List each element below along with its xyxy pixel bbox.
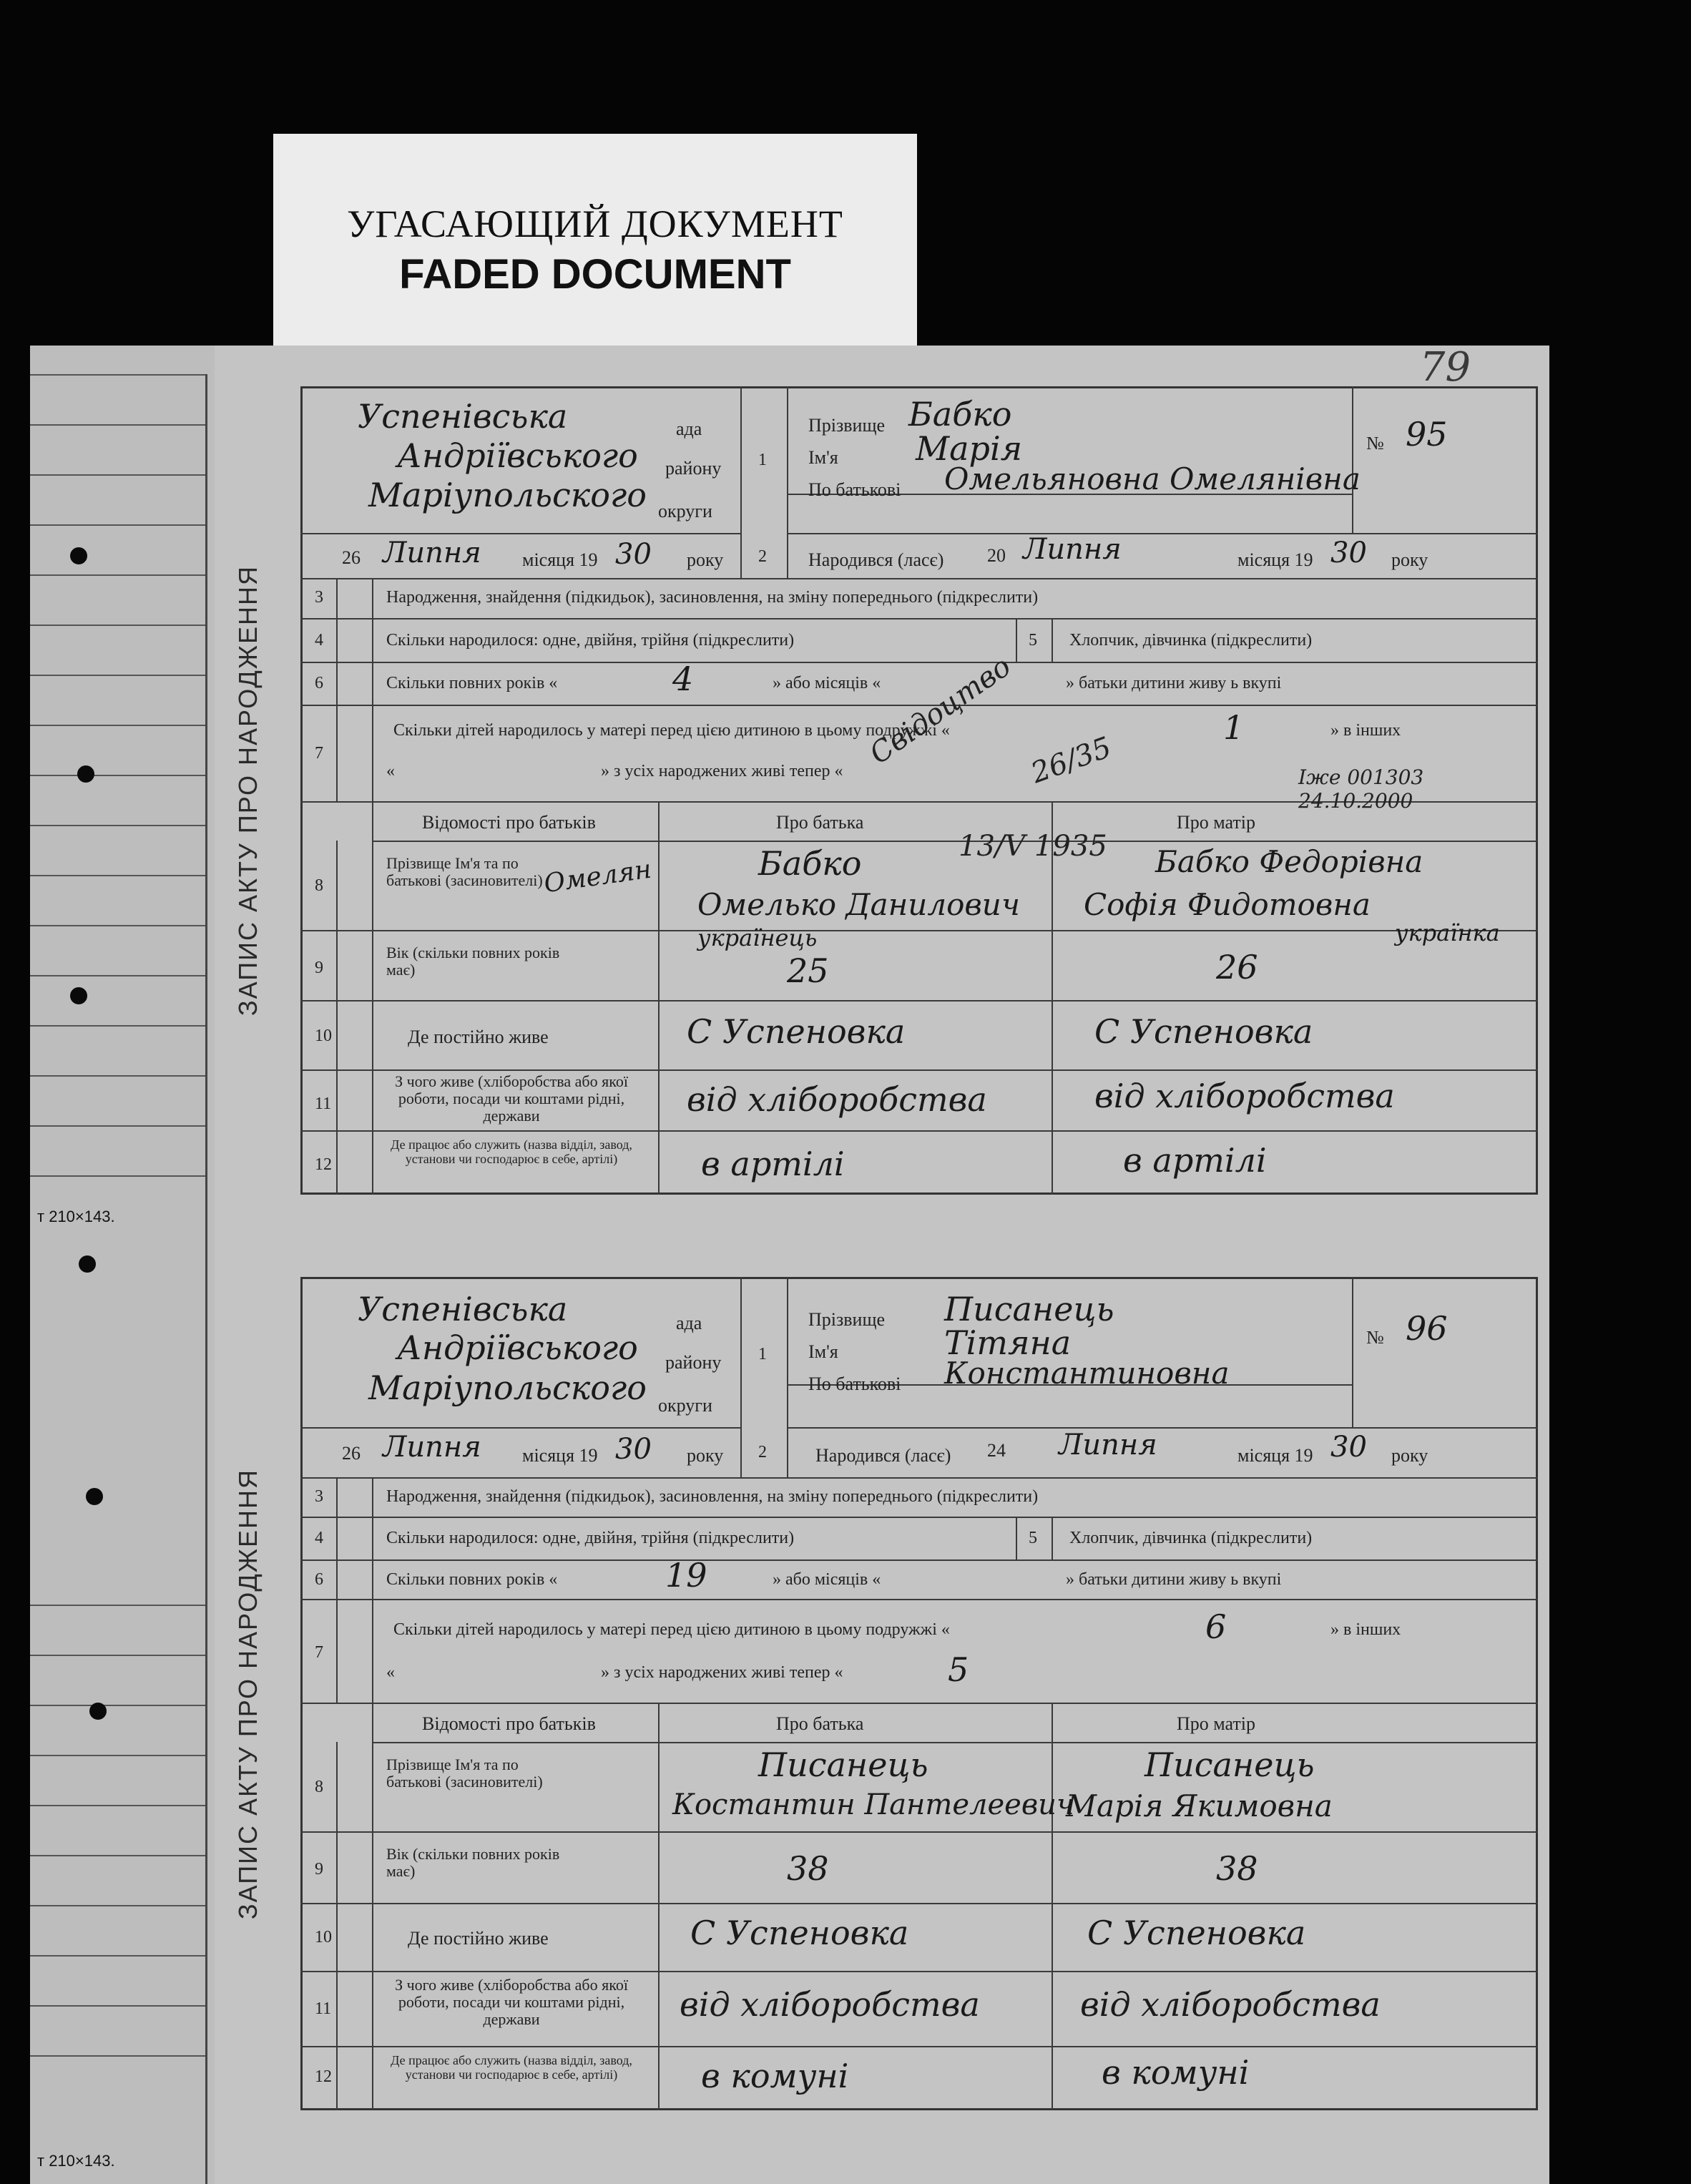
punch-hole bbox=[79, 1255, 96, 1273]
name-label: Ім'я bbox=[808, 447, 838, 468]
row-number: 8 bbox=[315, 876, 323, 895]
surname-value: Бабко bbox=[908, 395, 1012, 434]
raion-label: району bbox=[665, 458, 722, 479]
row-number: 10 bbox=[315, 1027, 332, 1045]
father-surname: Бабко bbox=[758, 844, 862, 883]
birth-year-value: 30 bbox=[1330, 1431, 1367, 1464]
number-label: № bbox=[1366, 433, 1384, 454]
page-number: 79 bbox=[1419, 344, 1471, 391]
father-header: Про батька bbox=[776, 812, 864, 833]
father-age: 25 bbox=[787, 951, 829, 990]
annotation-number: 26/35 bbox=[1026, 730, 1116, 790]
surname-label: Прізвище bbox=[808, 1309, 886, 1330]
reg-day-value: 26 bbox=[342, 547, 361, 568]
row-number: 11 bbox=[315, 1095, 332, 1113]
father-nationality: українець bbox=[697, 924, 818, 951]
birth-month-label: місяця 19 bbox=[1237, 549, 1313, 570]
faded-document-label bbox=[273, 134, 917, 346]
row6-text-a: Скільки повних років « bbox=[386, 674, 558, 692]
years-together-value: 19 bbox=[665, 1556, 707, 1595]
children-before-value: 1 bbox=[1223, 708, 1245, 747]
mother-residence: С Успеновка bbox=[1094, 1012, 1313, 1051]
row-number: 7 bbox=[315, 1643, 323, 1662]
mother-residence: С Успеновка bbox=[1087, 1914, 1306, 1952]
father-header: Про батька bbox=[776, 1713, 864, 1734]
birth-record-96 bbox=[233, 1277, 1538, 2110]
row9-text: Вік (скільки повних років має) bbox=[386, 944, 560, 979]
mother-header: Про матір bbox=[1177, 812, 1256, 833]
row-number: 8 bbox=[315, 1778, 323, 1796]
row11-text: З чого живе (хліборобства або якої роботи, посади чи коштами рідні, держави bbox=[395, 1976, 628, 2028]
father-name: Костантин Пантелеевич bbox=[672, 1788, 1074, 1821]
row10-text: Де постійно живе bbox=[408, 1928, 549, 1949]
row6-text-c: » батьки дитини живу ь вкупі bbox=[1066, 674, 1282, 692]
village-value: Успенівська bbox=[358, 1290, 568, 1328]
row-number: 6 bbox=[315, 674, 323, 692]
mother-header: Про матір bbox=[1177, 1713, 1256, 1734]
okruh-value: Маріупольского bbox=[368, 1368, 647, 1407]
row5-text: Хлопчик, дівчинка (підкреслити) bbox=[1069, 631, 1313, 650]
patronymic-value: Константиновна bbox=[944, 1356, 1230, 1391]
parents-header: Відомості про батьків bbox=[422, 1713, 596, 1734]
previous-page bbox=[30, 346, 218, 2184]
reg-year-value: 30 bbox=[615, 538, 652, 571]
raion-value: Андріївського bbox=[397, 1328, 638, 1367]
number-label: № bbox=[1366, 1327, 1384, 1348]
village-value: Успенівська bbox=[358, 397, 568, 436]
mother-age: 26 bbox=[1216, 948, 1258, 986]
birth-year-label: року bbox=[1391, 1445, 1428, 1466]
reg-day-value: 26 bbox=[342, 1443, 361, 1464]
birth-month-value: Липня bbox=[1023, 533, 1122, 566]
okruh-label: округи bbox=[658, 501, 712, 521]
birth-month-label: місяця 19 bbox=[1237, 1445, 1313, 1466]
month-label: місяця 19 bbox=[522, 1445, 598, 1466]
rada-label: ада bbox=[676, 418, 702, 439]
mother-name: Марія Якимовна bbox=[1066, 1788, 1333, 1823]
born-label: Народився (ласє) bbox=[808, 549, 944, 570]
annotation-series: Іже 001303 24.10.2000 bbox=[1298, 765, 1424, 813]
surname-value: Писанець bbox=[944, 1290, 1114, 1328]
surname-label: Прізвище bbox=[808, 415, 886, 436]
row7-text-c: « bbox=[386, 762, 395, 780]
name-value: Тітяна bbox=[944, 1323, 1072, 1362]
mother-name: Софія Фидотовна bbox=[1084, 887, 1371, 922]
row-number: 1 bbox=[758, 1345, 767, 1363]
born-label: Народився (ласє) bbox=[815, 1445, 951, 1466]
okruh-value: Маріупольского bbox=[368, 476, 647, 514]
reg-month-value: Липня bbox=[383, 1431, 481, 1464]
mother-surname: Бабко Федорівна bbox=[1155, 844, 1423, 879]
row4-text: Скільки народилося: одне, двійня, трійня (підкреслити) bbox=[386, 631, 795, 650]
raion-label: району bbox=[665, 1352, 722, 1373]
annotation-certificate: Свідоцтво bbox=[863, 650, 1017, 771]
row3-text: Народження, знайдення (підкидьок), засиновлення, на зміну попереднього (підкреслити) bbox=[386, 588, 1039, 607]
row8-text: Прізвище Ім'я та по батькові (засиновителі) bbox=[386, 854, 543, 889]
father-age: 38 bbox=[787, 1849, 829, 1888]
alive-now-value: 5 bbox=[948, 1650, 969, 1689]
annotation-date: 13/V 1935 bbox=[959, 830, 1107, 863]
reg-year-value: 30 bbox=[615, 1433, 652, 1466]
row-number: 11 bbox=[315, 1999, 332, 2018]
record-number: 96 bbox=[1406, 1309, 1448, 1348]
row3-text: Народження, знайдення (підкидьок), засиновлення, на зміну попереднього (підкреслити) bbox=[386, 1487, 1039, 1506]
row-number: 4 bbox=[315, 631, 323, 650]
father-work: в комуні bbox=[701, 2057, 849, 2095]
row6-text-b: » або місяців « bbox=[773, 674, 881, 692]
father-residence: С Успеновка bbox=[687, 1012, 906, 1051]
parents-header: Відомості про батьків bbox=[422, 812, 596, 833]
year-label: року bbox=[687, 549, 724, 570]
row-number: 2 bbox=[758, 1443, 767, 1461]
row7-text-a: Скільки дітей народилось у матері перед цією дитиною в цьому подружжі « bbox=[393, 721, 950, 740]
row7-text-c: « bbox=[386, 1663, 395, 1682]
birth-day-value: 24 bbox=[987, 1440, 1006, 1461]
row-number: 5 bbox=[1029, 1529, 1037, 1547]
row-number: 9 bbox=[315, 1860, 323, 1879]
birth-year-value: 30 bbox=[1330, 537, 1367, 569]
rada-label: ада bbox=[676, 1313, 702, 1333]
patronymic-label: По батькові bbox=[808, 479, 901, 500]
punch-hole bbox=[70, 547, 87, 564]
row5-text: Хлопчик, дівчинка (підкреслити) bbox=[1069, 1529, 1313, 1547]
row4-text: Скільки народилося: одне, двійня, трійня (підкреслити) bbox=[386, 1529, 795, 1547]
name-label: Ім'я bbox=[808, 1341, 838, 1362]
left-page-footer-bottom: т 210×143. bbox=[37, 2152, 115, 2170]
row-number: 6 bbox=[315, 1570, 323, 1589]
row-number: 4 bbox=[315, 1529, 323, 1547]
row6-text-b: » або місяців « bbox=[773, 1570, 881, 1589]
row11-text: З чого живе (хліборобства або якої роботи, посади чи коштами рідні, держави bbox=[395, 1072, 628, 1125]
row7-text-d: » з усіх народжених живі тепер « bbox=[601, 762, 843, 780]
row10-text: Де постійно живе bbox=[408, 1027, 549, 1047]
row7-text-d: » з усіх народжених живі тепер « bbox=[601, 1663, 843, 1682]
reg-month-value: Липня bbox=[383, 537, 481, 569]
father-occupation: від хліборобства bbox=[680, 1985, 980, 2024]
mother-occupation: від хліборобства bbox=[1094, 1077, 1395, 1115]
punch-hole bbox=[89, 1703, 107, 1720]
row-number: 7 bbox=[315, 744, 323, 763]
label-english: FADED DOCUMENT bbox=[399, 251, 791, 298]
years-together-value: 4 bbox=[672, 660, 694, 698]
row-number: 12 bbox=[315, 2067, 332, 2086]
year-label: року bbox=[687, 1445, 724, 1466]
birth-record-95 bbox=[233, 386, 1538, 1195]
father-name: Омелько Данилович bbox=[697, 887, 1020, 922]
row7-text-b: » в інших bbox=[1330, 721, 1401, 740]
row-number: 3 bbox=[315, 1487, 323, 1506]
raion-value: Андріївського bbox=[397, 436, 638, 475]
mother-occupation: від хліборобства bbox=[1080, 1985, 1381, 2024]
row6-text-a: Скільки повних років « bbox=[386, 1570, 558, 1589]
mother-age: 38 bbox=[1216, 1849, 1258, 1888]
birth-year-label: року bbox=[1391, 549, 1428, 570]
row-number: 2 bbox=[758, 547, 767, 566]
mother-surname: Писанець bbox=[1145, 1745, 1315, 1784]
row8-text: Прізвище Ім'я та по батькові (засиновителі) bbox=[386, 1755, 543, 1791]
row7-text-a: Скільки дітей народилось у матері перед цією дитиною в цьому подружжі « bbox=[393, 1620, 950, 1639]
birth-day-value: 20 bbox=[987, 545, 1006, 566]
father-work: в артілі bbox=[701, 1145, 845, 1183]
row-number: 10 bbox=[315, 1928, 332, 1946]
name-value: Марія bbox=[916, 429, 1023, 468]
punch-hole bbox=[70, 987, 87, 1004]
row-number: 1 bbox=[758, 451, 767, 469]
father-occupation: від хліборобства bbox=[687, 1080, 987, 1119]
row6-text-c: » батьки дитини живу ь вкупі bbox=[1066, 1570, 1282, 1589]
punch-hole bbox=[77, 765, 94, 783]
patronymic-label: По батькові bbox=[808, 1373, 901, 1394]
patronymic-value: Омельяновна Омелянівна bbox=[944, 461, 1361, 496]
month-label: місяця 19 bbox=[522, 549, 598, 570]
father-note: Омелян bbox=[541, 854, 654, 899]
father-residence: С Успеновка bbox=[690, 1914, 909, 1952]
row-number: 5 bbox=[1029, 631, 1037, 650]
punch-hole bbox=[86, 1488, 103, 1505]
row12-text: Де працює або служить (назва відділ, завод, установи чи господарює в себе, артілі) bbox=[391, 2053, 632, 2082]
row12-text: Де працює або служить (назва відділ, завод, установи чи господарює в себе, артілі) bbox=[391, 1137, 632, 1166]
record-number: 95 bbox=[1406, 415, 1448, 454]
row7-text-b: » в інших bbox=[1330, 1620, 1401, 1639]
side-title: ЗАПИС АКТУ ПРО НАРОДЖЕННЯ bbox=[233, 564, 263, 1017]
left-page-footer-top: т 210×143. bbox=[37, 1208, 115, 1225]
mother-work: в артілі bbox=[1123, 1141, 1267, 1180]
mother-work: в комуні bbox=[1102, 2053, 1250, 2092]
row9-text: Вік (скільки повних років має) bbox=[386, 1845, 560, 1880]
row-number: 9 bbox=[315, 959, 323, 977]
birth-month-value: Липня bbox=[1059, 1429, 1157, 1461]
mother-nationality: українка bbox=[1395, 919, 1500, 946]
row-number: 12 bbox=[315, 1155, 332, 1174]
side-title: ЗАПИС АКТУ ПРО НАРОДЖЕННЯ bbox=[233, 1468, 263, 1919]
okruh-label: округи bbox=[658, 1395, 712, 1416]
label-russian: УГАСАЮЩИЙ ДОКУМЕНТ bbox=[347, 202, 843, 245]
row-number: 3 bbox=[315, 588, 323, 607]
father-surname: Писанець bbox=[758, 1745, 928, 1784]
children-before-value: 6 bbox=[1205, 1607, 1227, 1646]
